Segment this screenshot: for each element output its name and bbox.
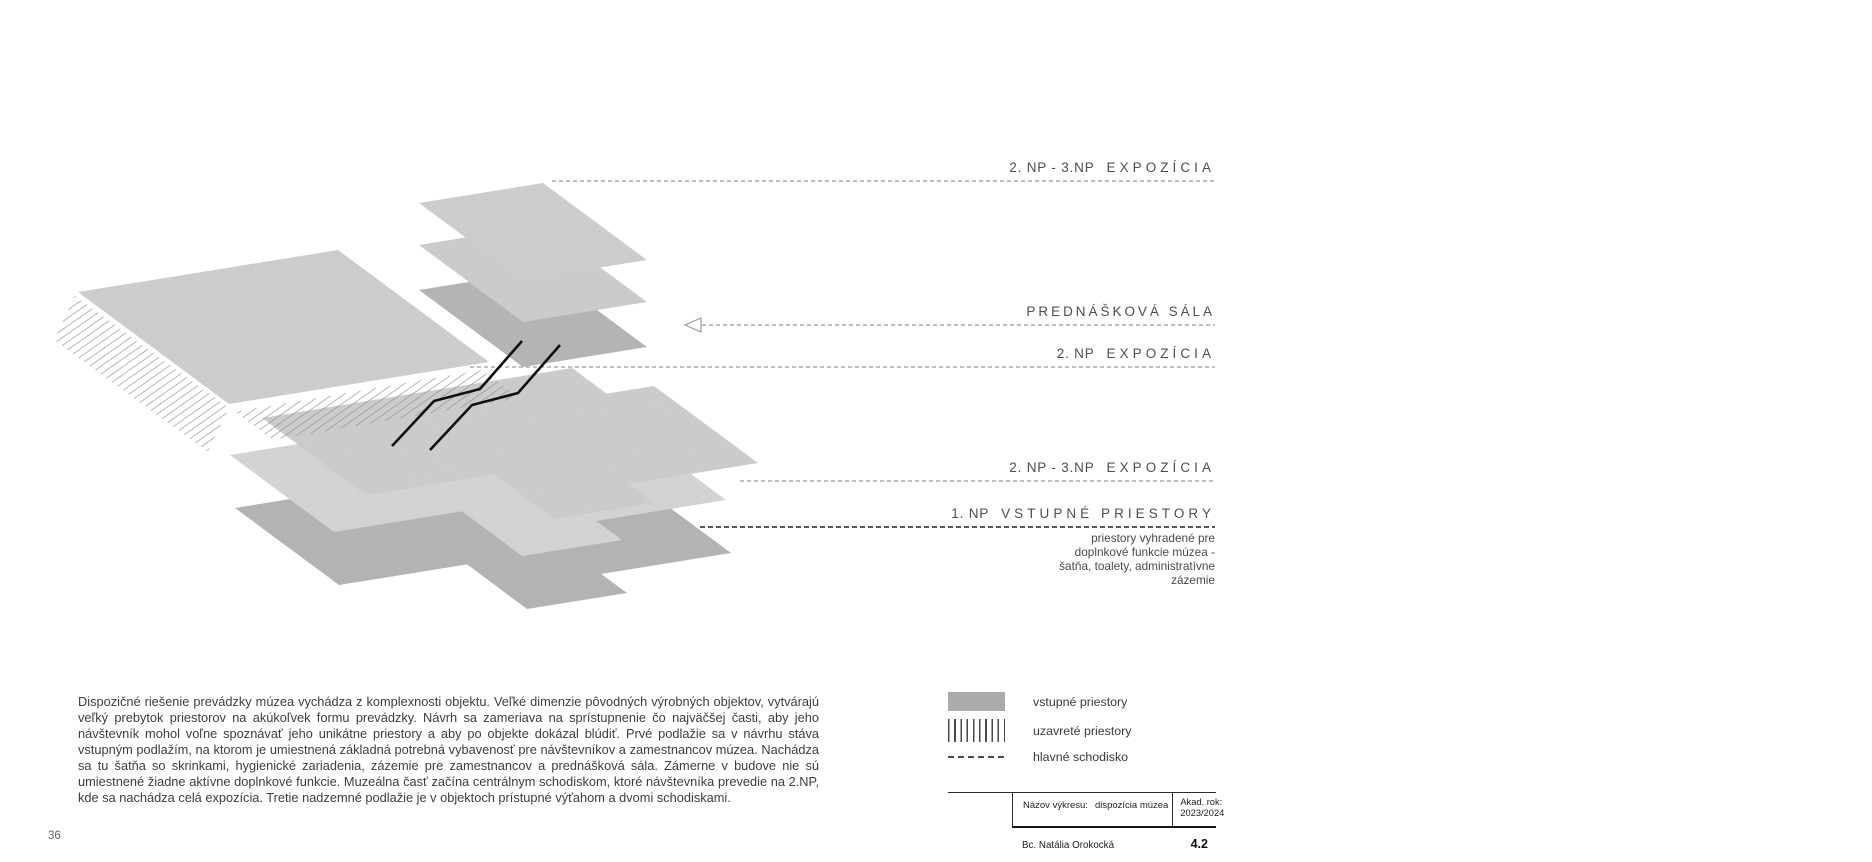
callout-1np: [951, 506, 1215, 521]
sheet-number: 4.2: [1190, 837, 1208, 851]
legend-item-uzavrete-priestory: [948, 719, 1131, 742]
callout-level: 2. NP - 3.NP: [1009, 460, 1095, 475]
callout-name: EXPOZÍCIA: [1106, 460, 1215, 475]
callout-2np-3np: [1009, 460, 1215, 475]
description-paragraph: Dispozičné riešenie prevádzky múzea vychádza z komplexnosti objektu. Veľké dimenzie pôvodných výrobných objektov, vytvárajú veľký prebytok priestorov na akúkoľvek formu prevádzky. Návrh sa zameriava na sprístupnenie čo najväčšej časti, aby jeho návštevník mohol voľne spoznávať jeho unikátne priestory a aby po objekte dokázal blúdiť. Prvé podlažie sa v návrhu stáva vstupným podlažím, na ktorom je umiestnená základná potrebná vybavenosť pre návštevníkov a zamestnancov múzea. Nachádza sa tu šatňa so skrinkami, hygienické zariadenia, zázemie pre zamestnancov a prednášková sála. Zámerne v budove nie sú umiestnené žiadne aktívne doplnkové funkcie. Muzeálna časť začína centrálnym schodiskom, ktoré návštevníka prevedie na 2.NP, kde sa nachádza celá expozícia. Tretie nadzemné podlažie je v objektoch prístupné výťahom a dvomi schodiskami.: [78, 694, 819, 805]
academic-year-label: Akad. rok:: [1180, 797, 1223, 807]
vertical-hatch-swatch-icon: [948, 719, 1005, 742]
title-block-mid-rule: [1012, 826, 1216, 828]
callout-name: PREDNÁŠKOVÁ SÁLA: [1026, 304, 1215, 319]
annotation-line: doplnkové funkcie múzea -: [1074, 544, 1215, 559]
callout-exp-top: [1009, 160, 1215, 175]
academic-year-value: 2023/2024: [1180, 808, 1225, 818]
callout-name: EXPOZÍCIA: [1106, 160, 1215, 175]
callout-2np: [1057, 346, 1215, 361]
annotation-line: šatňa, toalety, administratívne: [1059, 558, 1215, 573]
callout-prednaskova-sala: [1026, 304, 1215, 319]
solid-gray-swatch-icon: [948, 692, 1005, 711]
legend-item-hlavne-schodisko: [948, 750, 1131, 764]
callout-name: EXPOZÍCIA: [1106, 346, 1215, 361]
annotation-line: priestory vyhradené pre: [1091, 531, 1215, 545]
author-name: Bc. Natália Orokocká: [1022, 840, 1115, 851]
callout-name: VSTUPNÉ PRIESTORY: [1001, 506, 1215, 521]
annotation-1np: [1059, 532, 1215, 588]
leader-arrow-icon: [685, 318, 701, 332]
title-block-row-drawing: [1012, 793, 1225, 826]
legend-label: hlavné schodisko: [1033, 750, 1129, 764]
callout-level: 1. NP: [951, 506, 990, 521]
legend-label: vstupné priestory: [1033, 694, 1128, 709]
title-block-row-author: [1012, 833, 1216, 851]
legend-item-vstupne-priestory: [948, 692, 1131, 711]
annotation-line: zázemie: [1171, 572, 1215, 587]
drawing-name-value: dispozícia múzea: [1094, 800, 1169, 811]
page-number: 36: [48, 830, 61, 842]
drawing-name-label: Názov výkresu:: [1023, 800, 1088, 811]
dashed-line-swatch-icon: [948, 756, 1004, 758]
callout-level: 2. NP: [1056, 346, 1095, 361]
callout-level: 2. NP - 3.NP: [1009, 160, 1095, 175]
legend-label: uzavreté priestory: [1033, 723, 1132, 738]
legend: [948, 692, 1131, 764]
